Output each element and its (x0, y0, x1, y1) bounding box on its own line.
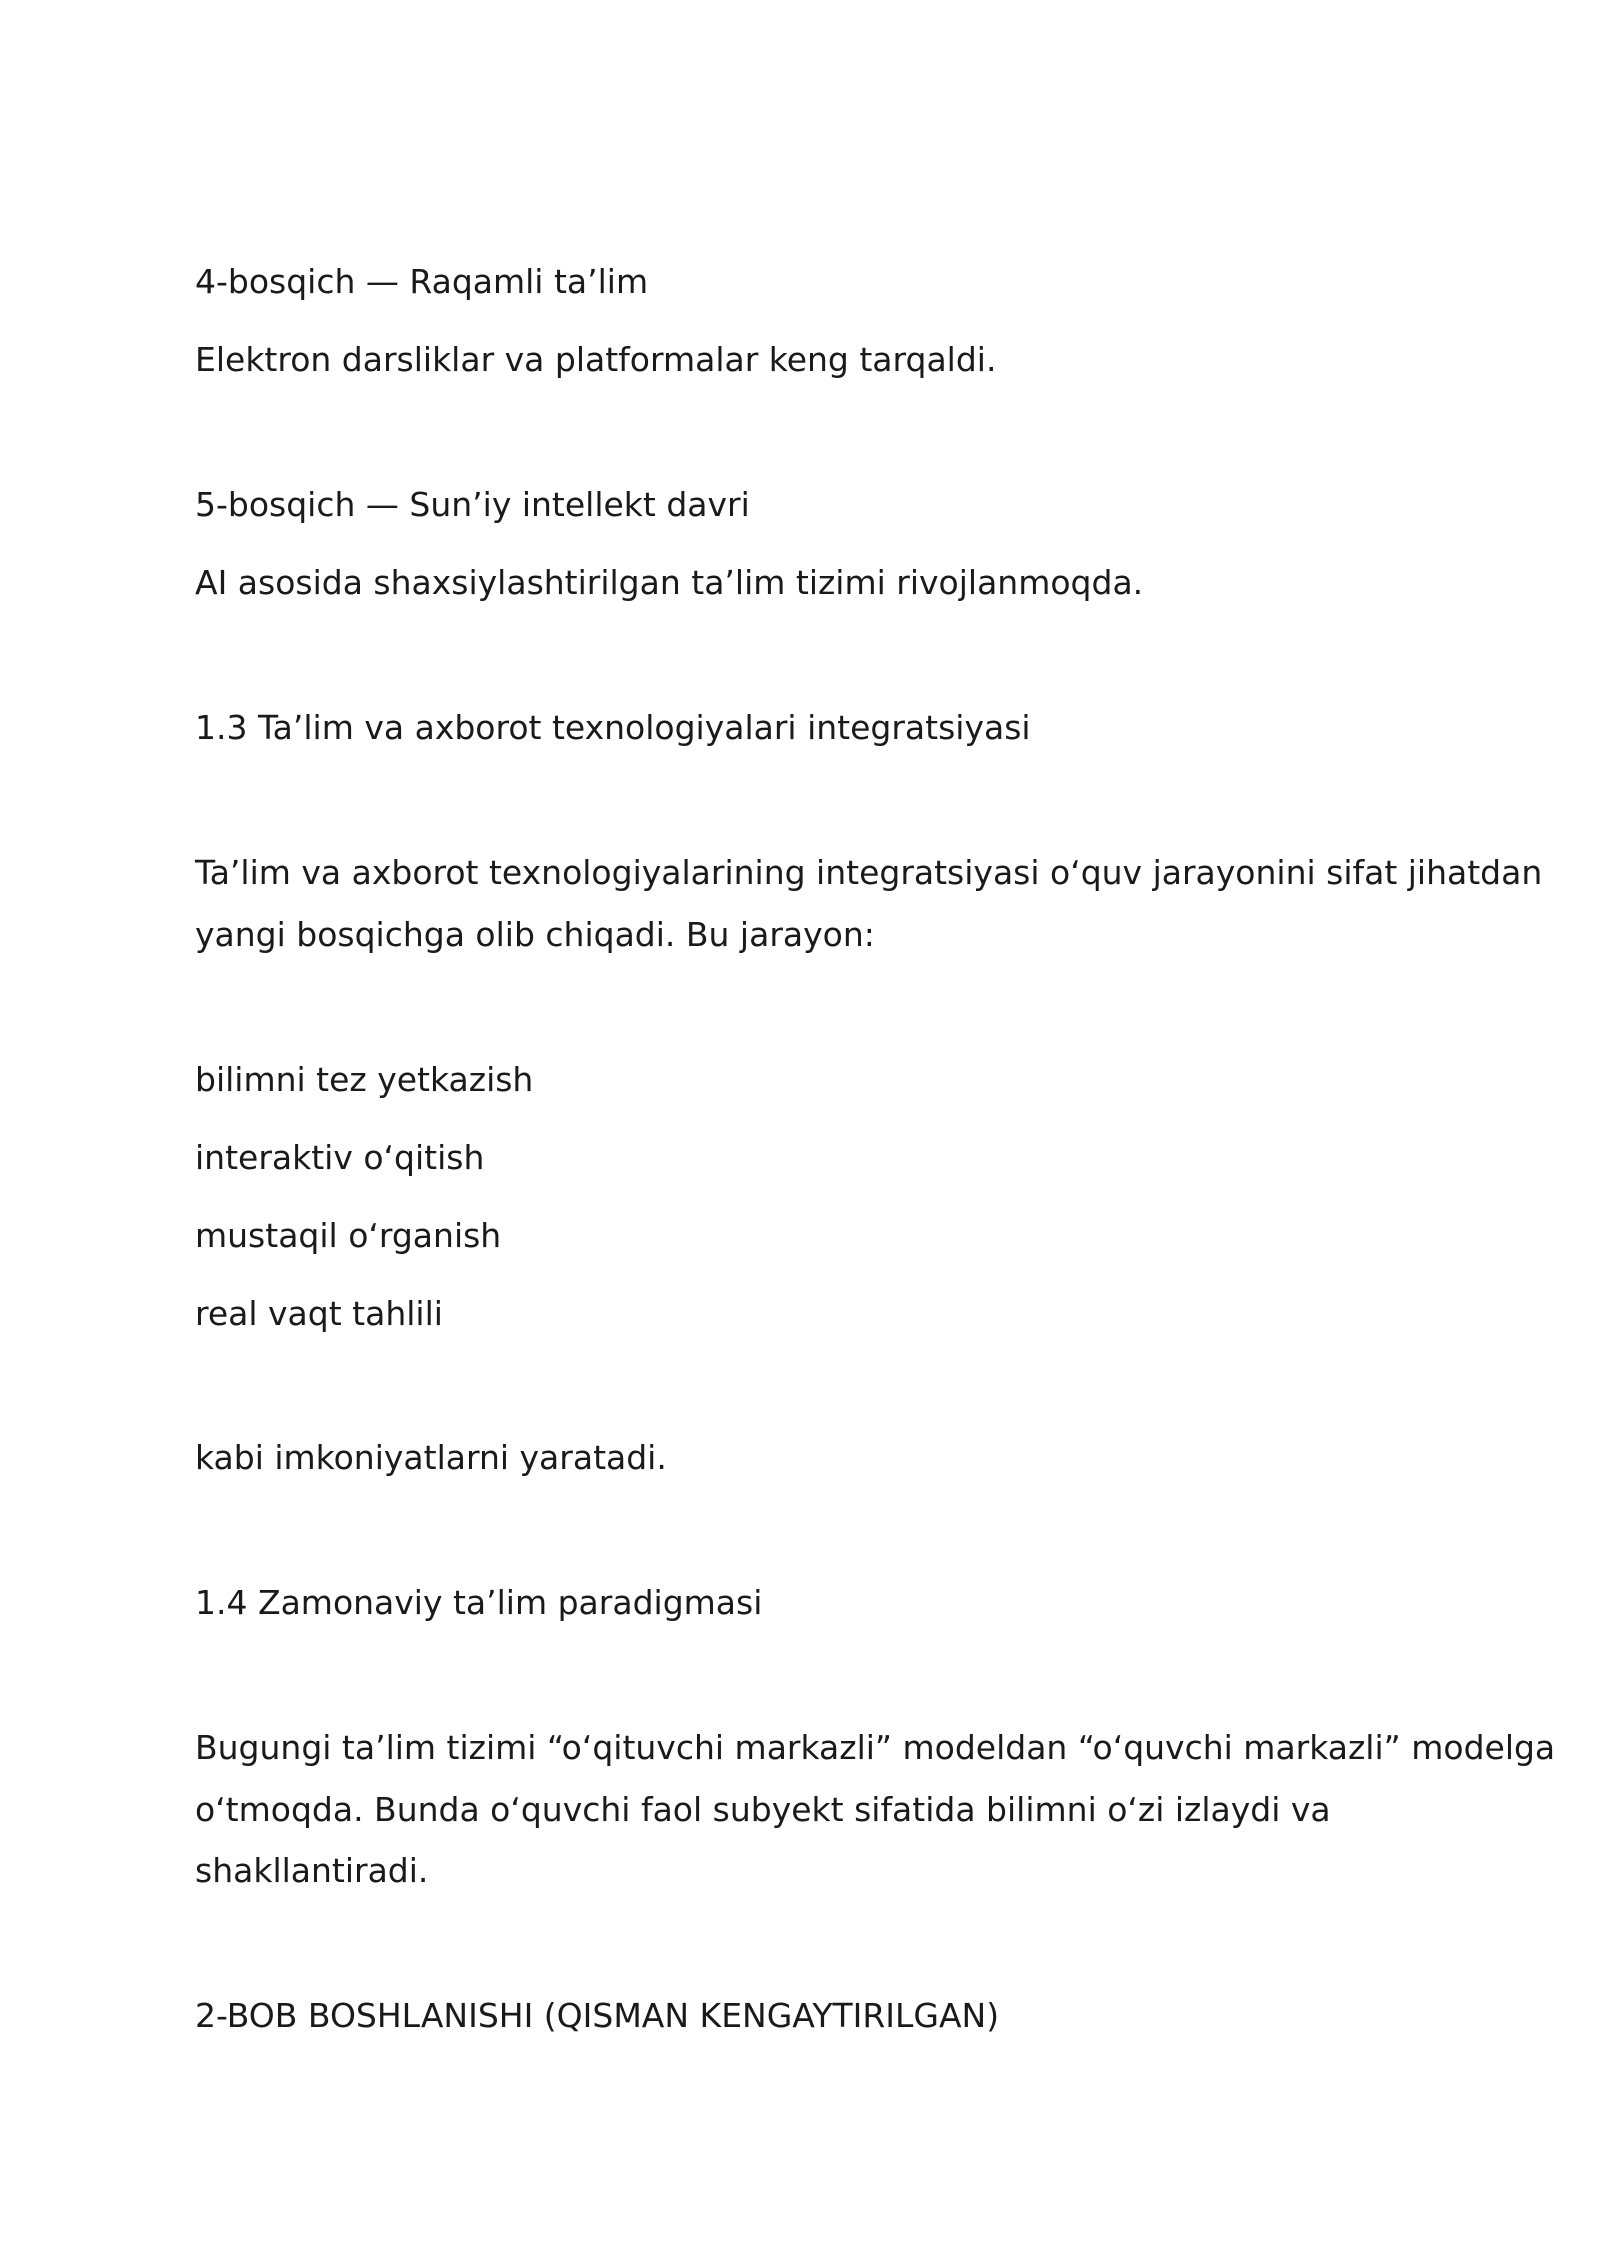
list-item: mustaqil o‘rganish (195, 1216, 502, 1255)
section-1-3-heading: 1.3 Ta’lim va axborot texnologiyalari integratsiyasi (195, 708, 1031, 747)
list-item: real vaqt tahlili (195, 1294, 443, 1333)
section-1-4-paragraph-line: o‘tmoqda. Bunda o‘quvchi faol subyekt sifatida bilimni o‘zi izlaydi va (195, 1790, 1331, 1829)
section-1-4-paragraph-line: shakllantiradi. (195, 1851, 429, 1890)
section-1-4-paragraph-line: Bugungi ta’lim tizimi “o‘qituvchi markazli” modeldan “o‘quvchi markazli” modelga (195, 1728, 1556, 1767)
section-1-3-conclusion: kabi imkoniyatlarni yaratadi. (195, 1438, 667, 1477)
stage5-text: AI asosida shaxsiylashtirilgan ta’lim tizimi rivojlanmoqda. (195, 563, 1144, 602)
chapter2-heading: 2-BOB BOSHLANISHI (QISMAN KENGAYTIRILGAN) (195, 1996, 1000, 2035)
section-1-4-heading: 1.4 Zamonaviy ta’lim paradigmasi (195, 1583, 763, 1622)
stage4-text: Elektron darsliklar va platformalar keng tarqaldi. (195, 340, 997, 379)
section-1-3-intro-line: Ta’lim va axborot texnologiyalarining integratsiyasi o‘quv jarayonini sifat jihatdan (195, 853, 1543, 892)
stage4-heading: 4-bosqich — Raqamli ta’lim (195, 262, 649, 301)
stage5-heading: 5-bosqich — Sun’iy intellekt davri (195, 485, 750, 524)
section-1-3-intro-line: yangi bosqichga olib chiqadi. Bu jarayon: (195, 915, 875, 954)
list-item: bilimni tez yetkazish (195, 1060, 534, 1099)
list-item: interaktiv o‘qitish (195, 1138, 485, 1177)
